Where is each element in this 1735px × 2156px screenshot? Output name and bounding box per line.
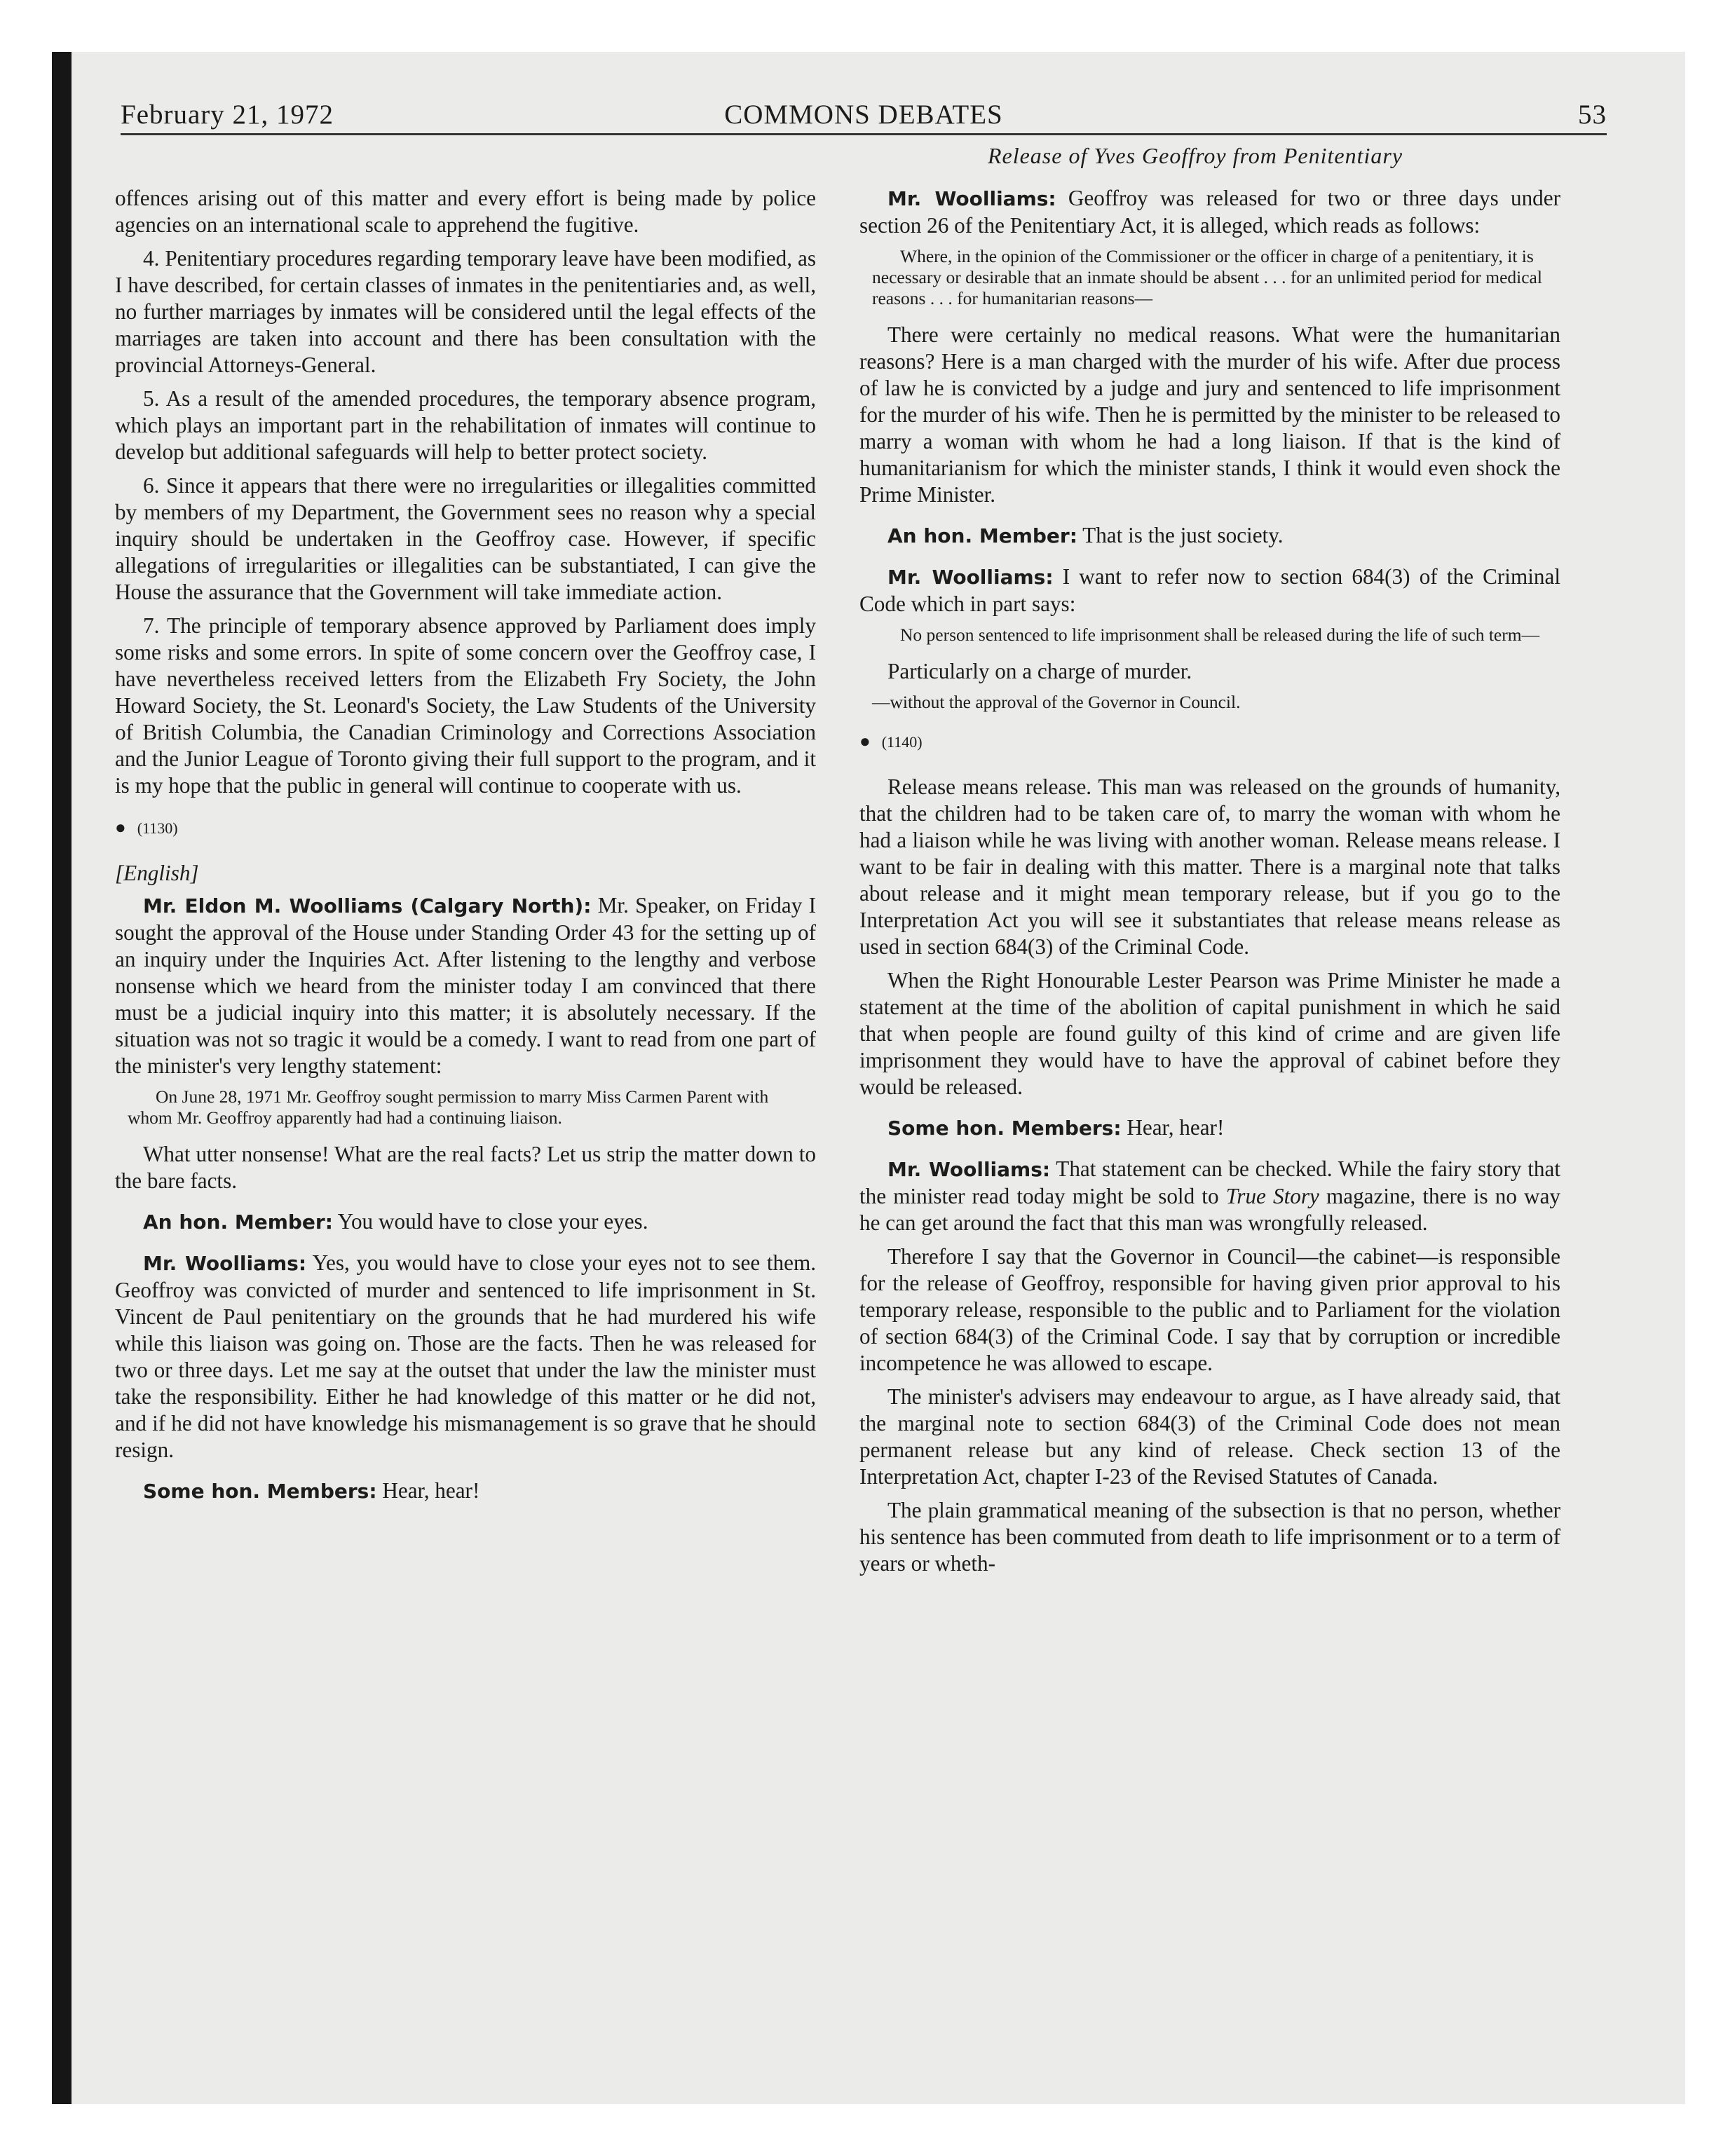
speaker-name: Mr. Woolliams: [887, 187, 1056, 210]
speech [115, 1208, 816, 1236]
magazine-title: True Story [1225, 1184, 1319, 1208]
speech-text: I want to refer now to section 684(3) of the Criminal Code which in part says: [859, 564, 1560, 616]
speech [115, 1250, 816, 1464]
block-quote: On June 28, 1971 Mr. Geoffroy sought permission to marry Miss Carmen Parent with whom Mr. Geoffroy apparently had had a continuing liaison. [128, 1086, 769, 1128]
binding-edge [52, 52, 72, 2104]
left-column [115, 185, 816, 1512]
speaker-name: Mr. Woolliams: [887, 1158, 1051, 1181]
paragraph: offences arising out of this matter and every effort is being made by police agencies on an international scale to apprehend the fugitive. [115, 186, 816, 237]
block-quote: No person sentenced to life imprisonment shall be released during the life of such term— [900, 625, 1540, 645]
paragraph: What utter nonsense! What are the real facts? Let us strip the matter down to the bare facts. [115, 1142, 816, 1193]
speech-text: You would have to close your eyes. [337, 1209, 648, 1234]
speech [859, 1114, 1560, 1142]
speaker-name: Mr. Woolliams: [887, 566, 1054, 589]
paragraph: The minister's advisers may endeavour to argue, as I have already said, that the marginal note to section 684(3) of the Criminal Code does not mean permanent release but any kind of release. Check section 13 of the Interpretation Act, chapter I-23 of the Revised Statutes of Canada. [859, 1384, 1560, 1489]
speaker-name: Some hon. Members: [143, 1480, 377, 1503]
speech-text: Hear, hear! [382, 1478, 480, 1503]
time-marker [115, 814, 816, 842]
speech [859, 185, 1560, 239]
time-marker [859, 728, 1560, 756]
language-marker: [English] [115, 861, 199, 885]
speech [859, 522, 1560, 550]
paragraph: 5. As a result of the amended procedures, the temporary absence program, which plays an important part in the rehabilitation of inmates will continue to develop but additional safeguards will help to better protect society. [115, 386, 816, 464]
bullet-icon: ● [115, 817, 126, 838]
speech-text: Yes, you would have to close your eyes not to see them. Geoffroy was convicted of murder and sentenced to life imprisonment in St. Vincent de Paul penitentiary on the grounds that he had murdered his wife while this liaison was going on. Those are the facts. Then he was released for two or three days. Let me say at the outset that under the law the minister must take the responsibility. Either he had knowledge of this matter or he did not, and if he did not have knowledge his mismanagement is so grave that he should resign. [115, 1250, 817, 1462]
speaker-name: An hon. Member: [887, 524, 1077, 547]
paragraph: Particularly on a charge of murder. [887, 659, 1192, 683]
running-head: Release of Yves Geoffroy from Penitentiary [987, 143, 1403, 168]
bullet-icon: ● [859, 731, 871, 751]
header-publication: COMMONS DEBATES [724, 100, 1003, 130]
paragraph: The plain grammatical meaning of the subsection is that no person, whether his sentence has been commuted from death to life imprisonment or to a term of years or wheth- [859, 1498, 1560, 1576]
paragraph: 6. Since it appears that there were no irregularities or illegalities committed by members of my Department, the Government sees no reason why a special inquiry should be undertaken in the Geoffroy case. However, if specific allegations of irregularities or illegalities can be substantiated, I can give the House the assurance that the Government will take immediate action. [115, 473, 816, 604]
speech-text: Hear, hear! [1127, 1115, 1225, 1140]
right-column [859, 185, 1560, 1584]
speech-text: Geoffroy was released for two or three days under section 26 of the Penitentiary Act, it is alleged, which reads as follows: [859, 186, 1561, 238]
speech-text: Mr. Speaker, on Friday I sought the approval of the House under Standing Order 43 for the setting up of an inquiry under the Inquiries Act. After listening to the lengthy and verbose nonsense which we heard from the minister today I am convinced that there must be a judicial inquiry into this matter; it is absolutely necessary. If the situation was not so tragic it would be a comedy. I want to read from one part of the minister's very lengthy statement: [115, 893, 816, 1078]
paragraph: When the Right Honourable Lester Pearson was Prime Minister he made a statement at the time of the abolition of capital punishment in which he said that when people are found guilty of this kind of crime and are given life imprisonment they would have to have the approval of cabinet before they would be released. [859, 968, 1560, 1099]
paragraph: 7. The principle of temporary absence approved by Parliament does imply some risks and some errors. In spite of some concern over the Geoffroy case, I have nevertheless received letters from the Elizabeth Fry Society, the John Howard Society, the St. Leonard's Society, the Law Students of the University of British Columbia, the Canadian Criminology and Corrections Association and the Junior League of Toronto giving their full support to the program, and it is my hope that the public in general will continue to cooperate with us. [115, 613, 816, 798]
paragraph: Release means release. This man was released on the grounds of humanity, that the children had to be taken care of, to marry the woman with whom he had a liaison while he was living with another woman. Release means release. I want to be fair in dealing with this matter. There is a marginal note that talks about release and it might mean temporary release, but if you go to the Interpretation Act you will see it substantiates that release means release as used in section 684(3) of the Criminal Code. [859, 775, 1560, 959]
paragraph: There were certainly no medical reasons. What were the humanitarian reasons? Here is a man charged with the murder of his wife. After due process of law he is convicted by a judge and jury and sentenced to life imprisonment for the murder of his wife. Then he is permitted by the minister to be released to marry a woman with whom he had a long liaison. If that is the kind of humanitarianism for which the minister stands, I think it would even shock the Prime Minister. [859, 322, 1560, 507]
speech-text: That is the just society. [1082, 523, 1284, 547]
speech-text: That statement can be checked. While the fairy story that the minister read today might be sold to [859, 1157, 1560, 1208]
speech [115, 892, 816, 1079]
paragraph: Therefore I say that the Governor in Council—the cabinet—is responsible for the release of Geoffroy, responsible for having given prior approval to his temporary release, responsible to the public and to Parliament for the violation of section 684(3) of the Criminal Code. I say that by corruption or incredible incompetence he was allowed to escape. [859, 1244, 1560, 1375]
speaker-name: Mr. Woolliams: [143, 1252, 307, 1275]
speech [859, 564, 1560, 618]
time-marker-text: (1130) [137, 819, 178, 837]
speaker-name: Some hon. Members: [887, 1117, 1122, 1140]
time-marker-text: (1140) [881, 733, 923, 751]
paragraph: 4. Penitentiary procedures regarding temporary leave have been modified, as I have described, for certain classes of inmates in the penitentiaries and, as well, no further marriages by inmates will be considered until the legal effects of the marriages are taken into account and there has been consultation with the provincial Attorneys-General. [115, 246, 816, 377]
block-quote-continuation: —without the approval of the Governor in Council. [872, 692, 1241, 712]
speaker-name: Mr. Eldon M. Woolliams (Calgary North): [143, 894, 592, 917]
speech [859, 1156, 1560, 1236]
speech [115, 1478, 816, 1505]
block-quote: Where, in the opinion of the Commissioner or the officer in charge of a penitentiary, it is necessary or desirable that an inmate should be absent . . . for an unlimited period for medical reasons . . . for humanitarian reasons— [872, 246, 1542, 308]
header-date: February 21, 1972 [121, 100, 334, 130]
page-number: 53 [1578, 100, 1607, 130]
speech-text: magazine, there is no way he can get around the fact that this man was wrongfully released. [859, 1184, 1561, 1235]
speaker-name: An hon. Member: [143, 1210, 333, 1234]
page-header [121, 97, 1607, 135]
